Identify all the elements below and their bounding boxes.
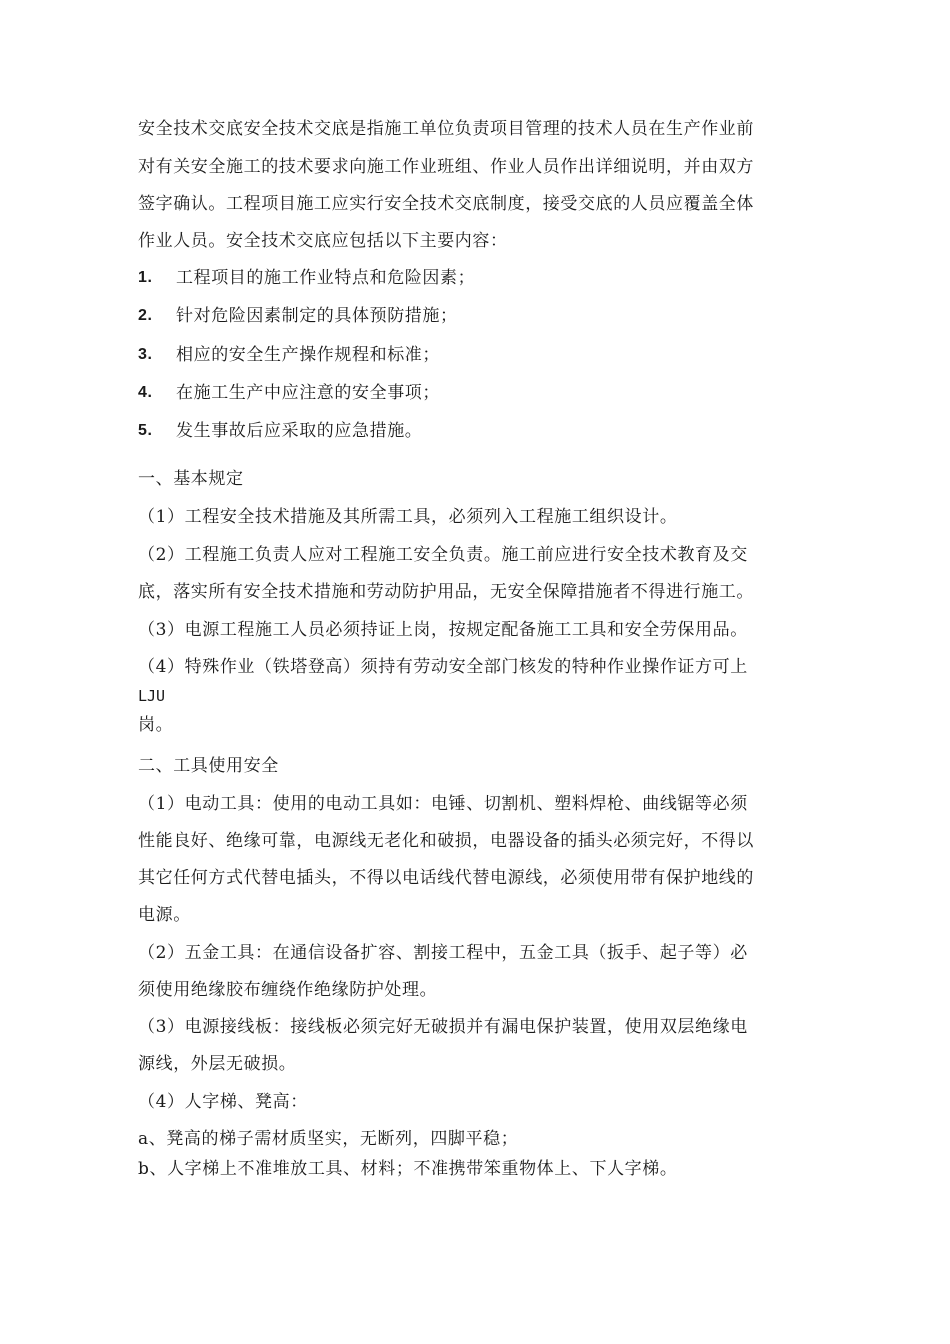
section2-line-6: 须使用绝缘胶布缠绕作绝缘防护处理。: [138, 980, 438, 1000]
list-text: 发生事故后应采取的应急措施。: [176, 421, 423, 441]
section2-line-9: （4）人字梯、凳高：: [138, 1092, 308, 1112]
section2-line-2: 性能良好、绝缘可靠，电源线无老化和破损，电器设备的插头必须完好，不得以: [138, 831, 754, 851]
list-number: 5.: [138, 422, 153, 439]
list-text: 工程项目的施工作业特点和危险因素；: [176, 268, 476, 288]
list-number: 3.: [138, 346, 153, 363]
section-heading-tool-safety: 二、工具使用安全: [138, 756, 279, 776]
section2-line-4: 电源。: [138, 905, 191, 925]
section2-line-8: 源线，外层无破损。: [138, 1054, 297, 1074]
section2-line-3: 其它任何方式代替电插头，不得以电话线代替电源线，必须使用带有保护地线的: [138, 868, 754, 888]
section1-line-2: （2）工程施工负责人应对工程施工安全负责。施工前应进行安全技术教育及交: [138, 545, 748, 565]
list-text: 相应的安全生产操作规程和标准；: [176, 345, 440, 365]
section1-line-1: （1）工程安全技术措施及其所需工具，必须列入工程施工组织设计。: [138, 507, 678, 527]
list-number: 2.: [138, 307, 153, 324]
section1-tail: 岗。: [138, 715, 174, 735]
section-heading-basic-rules: 一、基本规定: [138, 469, 244, 489]
section2-line-7: （3）电源接线板：接线板必须完好无破损并有漏电保护装置，使用双层绝缘电: [138, 1017, 748, 1037]
stray-mark: LJU: [138, 687, 166, 705]
list-text: 在施工生产中应注意的安全事项；: [176, 383, 440, 403]
section2-line-1: （1）电动工具：使用的电动工具如：电锤、切割机、塑料焊枪、曲线锯等必须: [138, 794, 748, 814]
section1-line-4: （3）电源工程施工人员必须持证上岗，按规定配备施工工具和安全劳保用品。: [138, 620, 748, 640]
list-number: 4.: [138, 384, 153, 401]
list-number: 1.: [138, 269, 153, 286]
intro-line-3: 签字确认。工程项目施工应实行安全技术交底制度，接受交底的人员应覆盖全体: [138, 194, 754, 214]
section2-line-5: （2）五金工具：在通信设备扩容、割接工程中，五金工具（扳手、起子等）必: [138, 943, 748, 963]
list-text: 针对危险因素制定的具体预防措施；: [176, 306, 458, 326]
section1-line-3: 底，落实所有安全技术措施和劳动防护用品，无安全保障措施者不得进行施工。: [138, 582, 754, 602]
intro-line-2: 对有关安全施工的技术要求向施工作业班组、作业人员作出详细说明，并由双方: [138, 157, 754, 177]
section2-line-11: b、人字梯上不准堆放工具、材料；不准携带笨重物体上、下人字梯。: [138, 1159, 678, 1179]
section2-line-10: a、凳高的梯子需材质坚实，无断列，四脚平稳；: [138, 1129, 519, 1149]
section1-line-5: （4）特殊作业（铁塔登高）须持有劳动安全部门核发的特种作业操作证方可上: [138, 657, 748, 677]
intro-line-4: 作业人员。安全技术交底应包括以下主要内容：: [138, 231, 508, 251]
intro-line-1: 安全技术交底安全技术交底是指施工单位负责项目管理的技术人员在生产作业前: [138, 119, 754, 139]
